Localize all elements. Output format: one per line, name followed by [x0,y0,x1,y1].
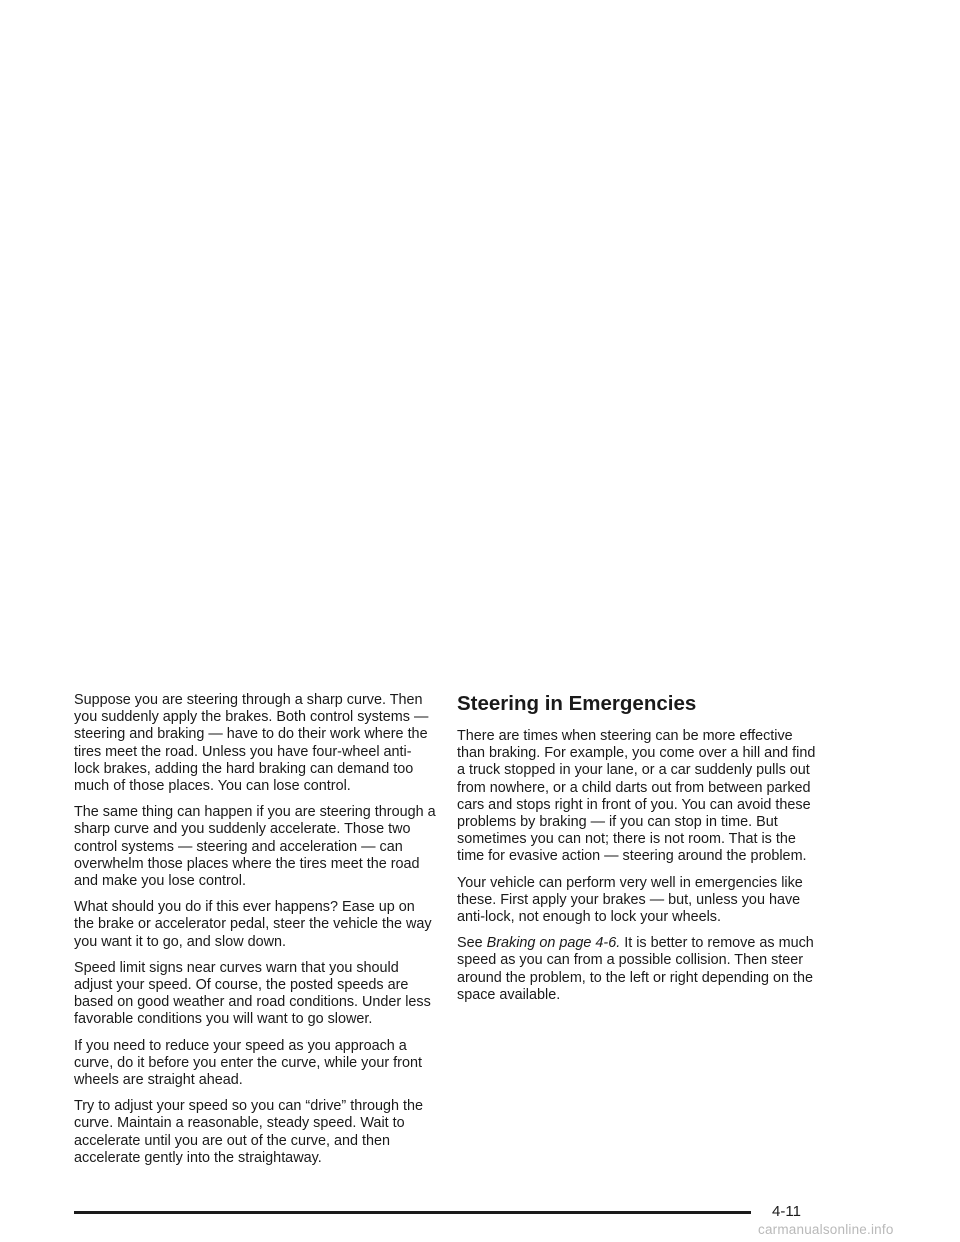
footer-rule [74,1211,751,1214]
paragraph-sharp-curve-accelerating: The same thing can happen if you are steering through a sharp curve and you suddenly accelerate. Those two control systems — steering and acceleration — can overwhelm those places where the tires meet the road and make you lose control. [74,804,436,890]
paragraph-see-braking [457,935,819,1004]
section-heading-steering-emergencies: Steering in Emergencies [457,692,697,715]
paragraph-vehicle-performance: Your vehicle can perform very well in emergencies like these. First apply your brakes — but, unless you have anti-lock, not enough to lock your wheels. [457,874,803,926]
see-prefix: See [457,935,487,952]
watermark: carmanualsonline.info [758,1222,894,1237]
paragraph-reduce-speed: If you need to reduce your speed as you approach a curve, do it before you enter the curve, while your front wheels are straight ahead. [74,1037,422,1089]
paragraph-what-to-do: What should you do if this ever happens? Ease up on the brake or accelerator pedal, steer the vehicle the way you want it to go, and slow down. [74,899,432,950]
paragraph-sharp-curve-braking: Suppose you are steering through a sharp curve. Then you suddenly apply the brakes. Both control systems — steering and braking — have to do their work where the tires meet the road. Unless you have four-wheel anti-lock brakes, adding the hard braking can demand too much of those places. You can lose control. [74,692,429,795]
paragraph-drive-through-curve: Try to adjust your speed so you can “drive” through the curve. Maintain a reasonable, steady speed. Wait to accelerate until you are out of the curve, and then accelerate gently into the straightaway. [74,1098,424,1166]
paragraph-steering-vs-braking: There are times when steering can be more effective than braking. For example, you come over a hill and find a truck stopped in your lane, or a car suddenly pulls out from nowhere, or a child darts out from between parked cars and stops right in front of you. You can avoid these problems by braking — if you can stop in time. But sometimes you can not; there is not room. That is the time for evasive action — steering around the problem. [457,728,816,865]
braking-page-reference[interactable]: Braking on page 4-6. [486,935,621,952]
left-column [74,692,436,1176]
right-column [457,692,819,1013]
see-rest: It is better to remove as much speed as you can from a possible collision. Then steer around the problem, to the left or right depending on the space available. [457,935,814,1003]
paragraph-speed-limit-signs: Speed limit signs near curves warn that you should adjust your speed. Of course, the posted speeds are based on good weather and road conditions. Under less favorable conditions you will want to go slower. [74,959,431,1028]
page-number: 4-11 [772,1203,801,1220]
